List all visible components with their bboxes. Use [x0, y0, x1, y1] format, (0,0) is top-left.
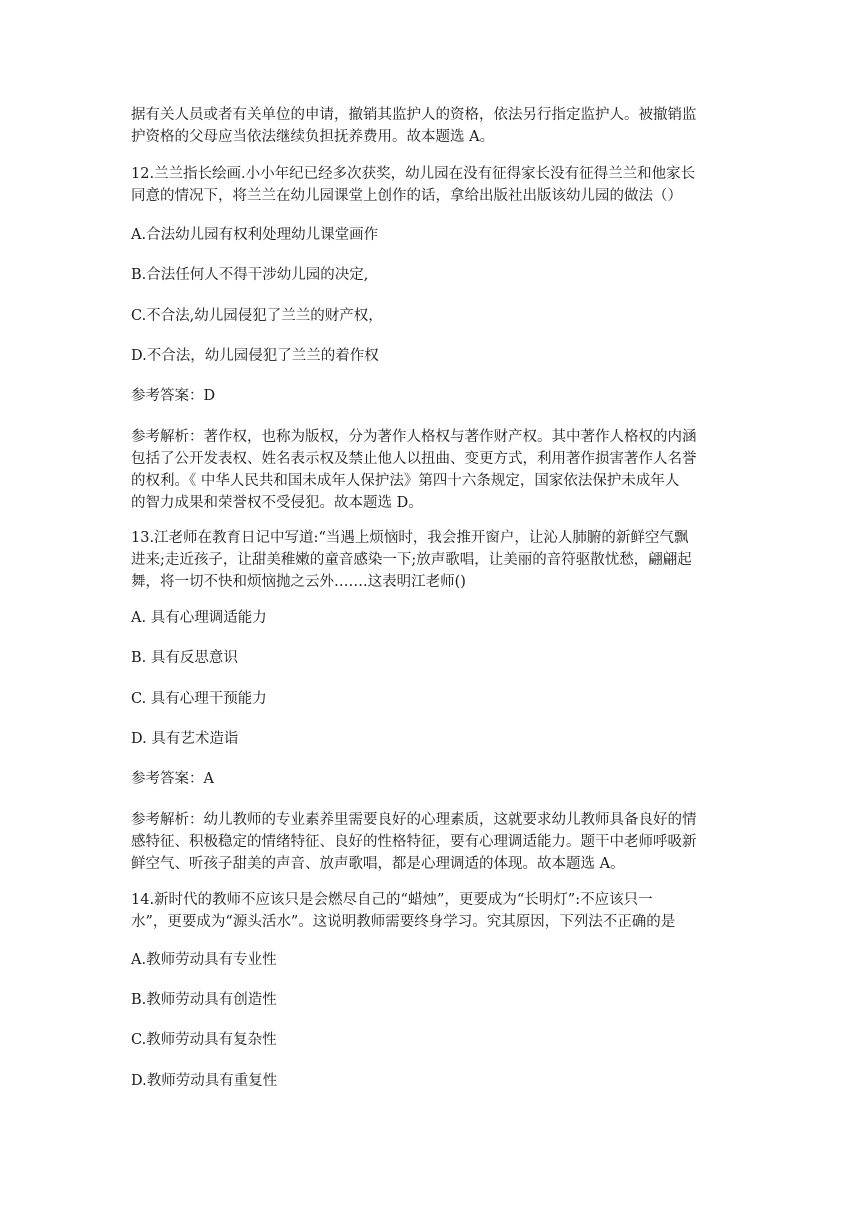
text-line: 的智力成果和荣誉权不受侵犯。故本题选 D。 [131, 495, 423, 511]
q14-option-b [131, 989, 743, 1011]
text-line: A.教师劳动具有专业性 [131, 952, 277, 968]
q13-option-a [131, 607, 743, 629]
text-line: 参考解析：著作权，也称为版权，分为著作人格权与著作财产权。其中著作人格权的内涵 [131, 429, 697, 445]
text-line: D.不合法，幼儿园侵犯了兰兰的着作权 [131, 348, 379, 364]
text-line: D. 具有艺术造诣 [131, 731, 239, 747]
text-line: 参考解析：幼儿教师的专业素养里需要良好的心理素质，这就要求幼儿教师具备良好的情 [131, 812, 697, 828]
text-line: 13.江老师在教育日记中写道:“当遇上烦恼时，我会推开窗户，让沁人肺腑的新鲜空气飘 [131, 530, 689, 546]
q14-option-a [131, 949, 743, 971]
q13-explanation [131, 809, 743, 875]
text-line: C.教师劳动具有复杂性 [131, 1032, 277, 1048]
q13-answer [131, 768, 743, 790]
text-line: 鲜空气、听孩子甜美的声音、放声歌唱，都是心理调适的体现。故本题选 A。 [131, 856, 625, 872]
text-line: B. 具有反思意识 [131, 650, 238, 666]
text-line: D.教师劳动具有重复性 [131, 1073, 278, 1089]
text-line: C.不合法,幼儿园侵犯了兰兰的财产权， [131, 308, 383, 324]
text-line: A.合法幼儿园有权利处理幼儿课堂画作 [131, 227, 379, 243]
q13-option-b [131, 647, 743, 669]
question-13 [131, 527, 743, 593]
q12-option-d [131, 345, 743, 367]
text-line: B.教师劳动具有创造性 [131, 992, 277, 1008]
text-line: B.合法任何人不得干涉幼儿园的决定, [131, 267, 369, 283]
text-line: 进来;走近孩子，让甜美稚嫩的童音感染一下;放声歌唱，让美丽的音符驱散忧愁，翩翩起 [131, 552, 692, 568]
question-14 [131, 889, 743, 933]
q12-answer [131, 385, 743, 407]
text-line: 据有关人员或者有关单位的申请，撤销其监护人的资格，依法另行指定监护人。被撤销监 [131, 107, 697, 123]
text-line: 水”，更要成为“源头活水”。这说明教师需要终身学习。究其原因，下列法不正确的是 [131, 914, 676, 930]
text-line: 包括了公开发表权、姓名表示权及禁止他人以扭曲、变更方式，利用著作损害著作人名誉 [131, 451, 697, 467]
text-line: 参考答案：A [131, 771, 214, 787]
text-line: 护资格的父母应当依法继续负担抚养费用。故本题选 A。 [131, 129, 495, 145]
text-line: 感特征、积极稳定的情绪特征、良好的性格特征，要有心理调适能力。题干中老师呼吸新 [131, 834, 697, 850]
q14-option-d [131, 1070, 743, 1092]
explanation-continuation [131, 104, 743, 148]
q14-option-c [131, 1029, 743, 1051]
text-line: A. 具有心理调适能力 [131, 610, 267, 626]
text-line: 12.兰兰指长绘画.小小年纪已经多次获奖，幼儿园在没有征得家长没有征得兰兰和他家长 [131, 166, 696, 182]
q13-option-c [131, 688, 743, 710]
q13-option-d [131, 728, 743, 750]
text-line: 的权利。《 中华人民共和国未成年人保护法》第四十六条规定，国家依法保护未成年人 [131, 473, 680, 489]
question-12 [131, 163, 743, 207]
q12-explanation [131, 426, 743, 514]
text-line: 舞，将一切不快和烦恼抛之云外…….这表明江老师() [131, 574, 466, 590]
text-line: 参考答案：D [131, 388, 216, 404]
q12-option-c [131, 305, 743, 327]
text-line: 同意的情况下，将兰兰在幼儿园课堂上创作的话，拿给出版社出版该幼儿园的做法（） [131, 188, 682, 204]
text-line: 14.新时代的教师不应该只是会燃尽自己的“蜡烛”，更要成为“长明灯”:不应该只一 [131, 892, 653, 908]
q12-option-b [131, 264, 743, 286]
text-line: C. 具有心理干预能力 [131, 691, 267, 707]
q12-option-a [131, 224, 743, 246]
